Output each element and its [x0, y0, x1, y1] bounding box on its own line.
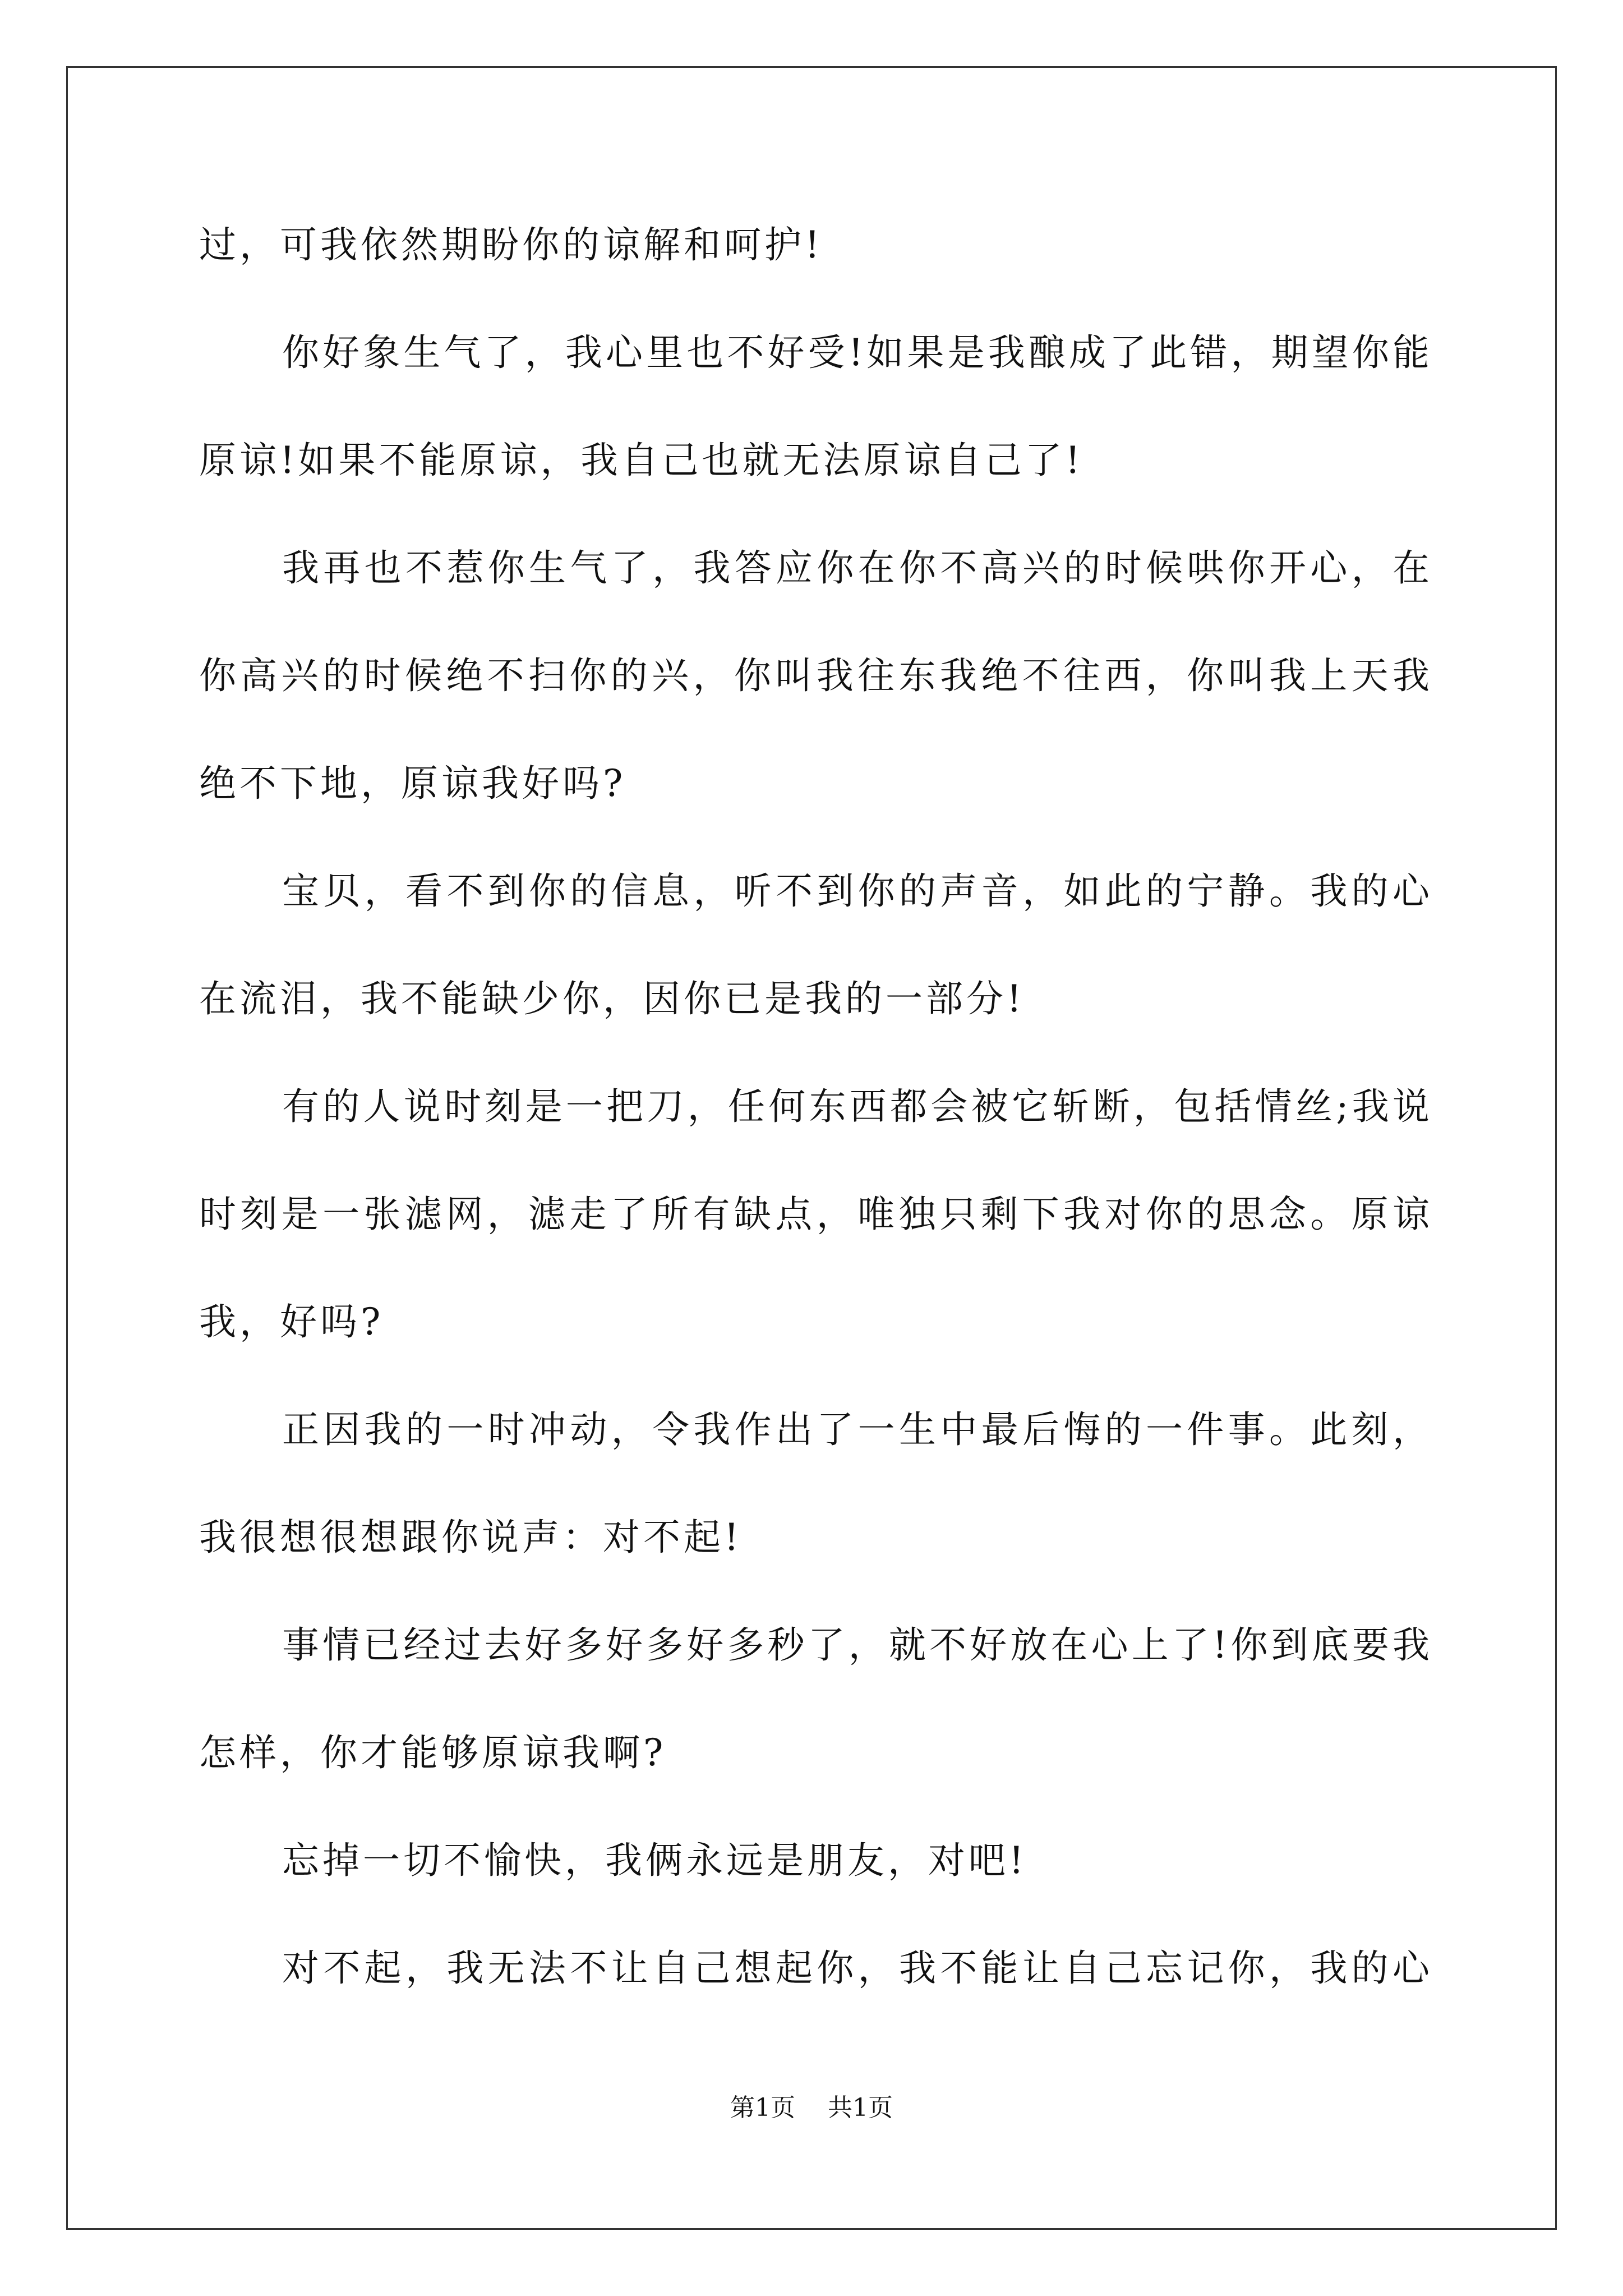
- text-line: 对不起，我无法不让自己想起你，我不能让自己忘记你，我的心: [282, 1947, 1433, 1990]
- page-number: 第1页: [730, 2093, 795, 2122]
- text-line: 绝不下地，原谅我好吗?: [199, 762, 626, 805]
- text-line: 宝贝，看不到你的信息，听不到你的声音，如此的宁静。我的心: [282, 869, 1433, 913]
- text-line: 你好象生气了，我心里也不好受!如果是我酿成了此错，期望你能: [282, 331, 1433, 374]
- page-total: 共1页: [828, 2093, 893, 2122]
- text-line: 你高兴的时候绝不扫你的兴，你叫我往东我绝不往西，你叫我上天我: [199, 654, 1433, 697]
- text-line: 时刻是一张滤网，滤走了所有缺点，唯独只剩下我对你的思念。原谅: [199, 1193, 1433, 1236]
- text-line: 正因我的一时冲动，令我作出了一生中最后悔的一件事。此刻，: [282, 1408, 1433, 1451]
- text-line: 忘掉一切不愉快，我俩永远是朋友，对吧!: [282, 1839, 1027, 1882]
- page-footer: [0, 2091, 1623, 2125]
- text-line: 我很想很想跟你说声：对不起!: [199, 1516, 743, 1559]
- text-line: 事情已经过去好多好多好多秒了，就不好放在心上了!你到底要我: [282, 1623, 1433, 1667]
- page-border: [66, 66, 1557, 2230]
- text-line: 怎样，你才能够原谅我啊?: [199, 1731, 667, 1774]
- text-line: 在流泪，我不能缺少你，因你已是我的一部分!: [199, 977, 1025, 1020]
- text-line: 原谅!如果不能原谅，我自己也就无法原谅自己了!: [199, 439, 1084, 482]
- text-line: 我，好吗?: [199, 1300, 384, 1343]
- text-line: 有的人说时刻是一把刀，任何东西都会被它斩断，包括情丝;我说: [282, 1085, 1433, 1128]
- text-line: 我再也不惹你生气了，我答应你在你不高兴的时候哄你开心，在: [282, 546, 1433, 590]
- text-line: 过，可我依然期盼你的谅解和呵护!: [199, 223, 823, 266]
